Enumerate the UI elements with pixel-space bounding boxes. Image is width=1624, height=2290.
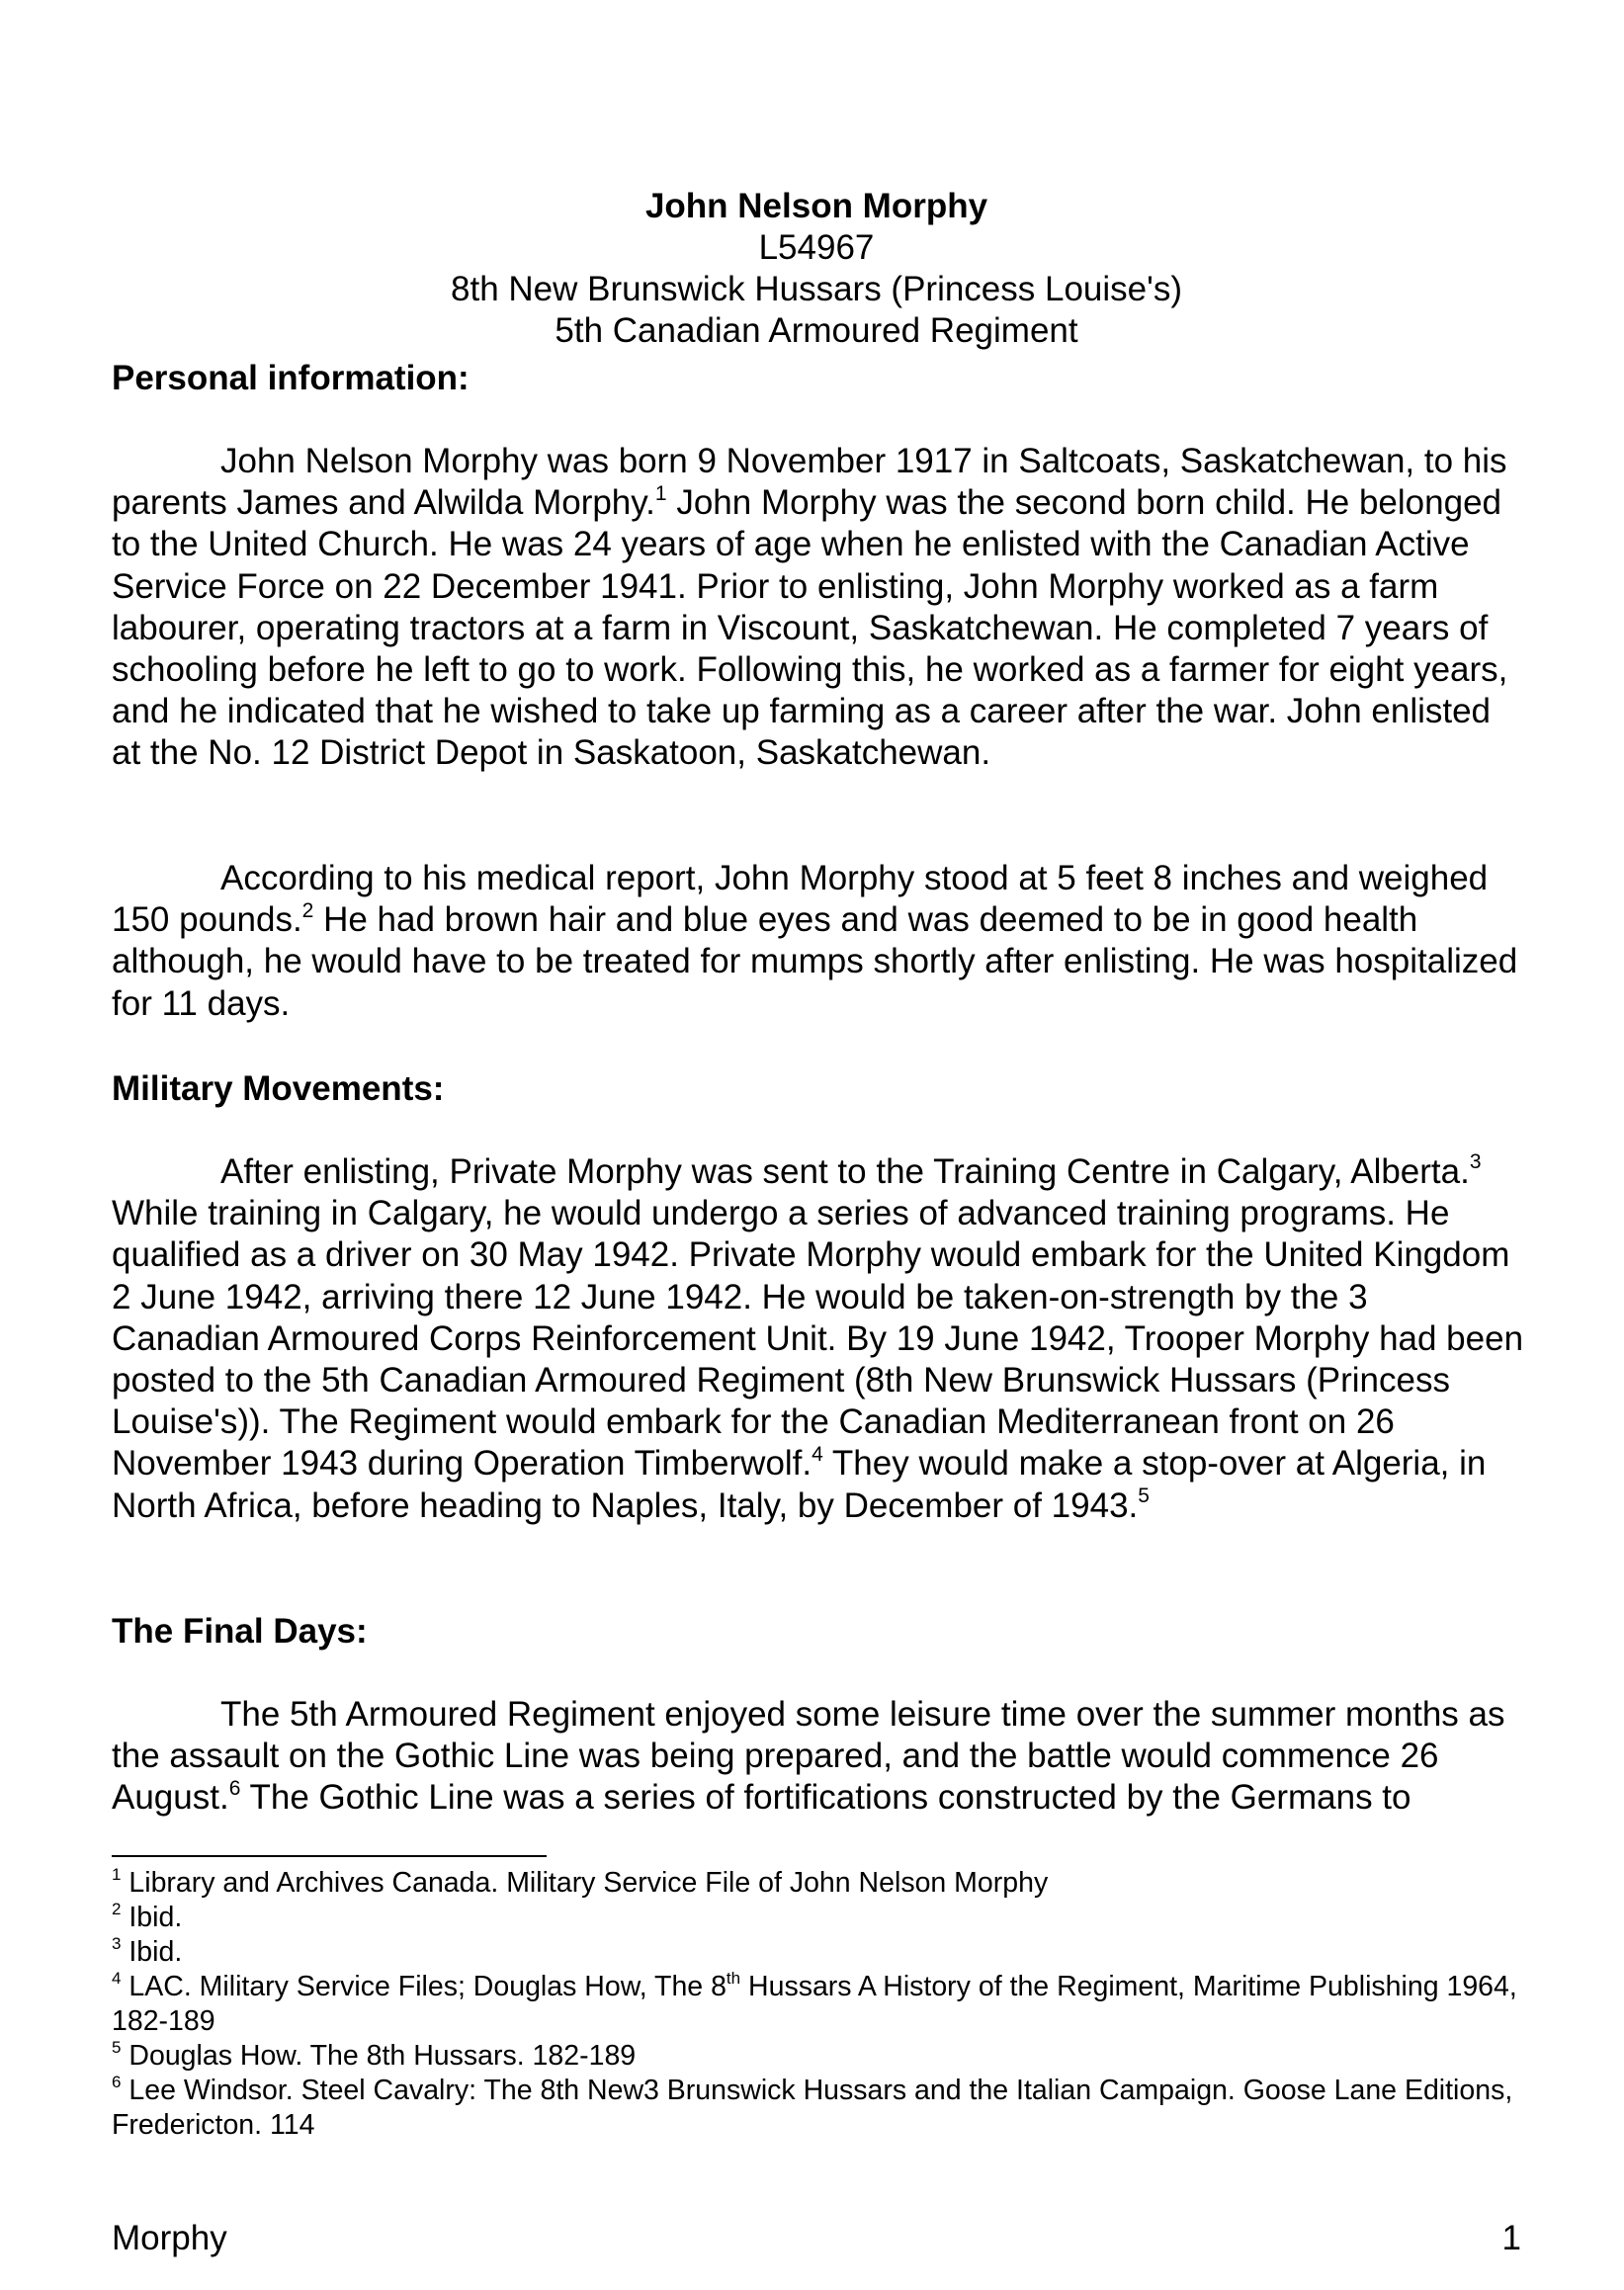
footnote-number: 1 [112, 1864, 122, 1884]
paragraph-text: He had brown hair and blue eyes and was deemed to be in good health although, he would have to be treated for mumps shortly after enlisting. He was hospitalized for 11 days. [112, 900, 1518, 1023]
footnote-ref[interactable]: 2 [301, 898, 314, 922]
unit-name: 8th New Brunswick Hussars (Princess Louise's) [451, 270, 1182, 308]
paragraph-text: The Gothic Line was a series of fortifications constructed by the Germans to [240, 1778, 1411, 1818]
footnote-4 [112, 1970, 1525, 2039]
paragraph-final-1 [112, 1694, 1525, 1820]
regiment-name: 5th Canadian Armoured Regiment [555, 311, 1078, 350]
footnote-text: Ibid. [128, 1902, 183, 1933]
soldier-name: John Nelson Morphy [644, 187, 988, 225]
paragraph-text: They would make a stop-over at Algeria, in North Africa, before heading to Naples, Italy, by December of 1943. [112, 1444, 1487, 1525]
page-footer [112, 2218, 1521, 2259]
paragraph-personal-2 [112, 858, 1525, 1025]
paragraph-text: The 5th Armoured Regiment enjoyed some leisure time over the summer months as the assault on the Gothic Line was being prepared, and the battle would commence 26 August. [112, 1695, 1505, 1818]
footer-surname: Morphy [112, 2219, 227, 2257]
footnote-number: 2 [112, 1899, 122, 1918]
footnote-text: Douglas How. The 8th Hussars. 182-189 [128, 2040, 637, 2072]
heading-personal-information: Personal information: [112, 359, 470, 397]
paragraph-text: John Nelson Morphy was born 9 November 1917 in Saltcoats, Saskatchewan, to his parents James and Alwilda Morphy. [112, 442, 1507, 523]
footnote-ref[interactable]: 6 [228, 1776, 241, 1800]
footnote-number: 5 [112, 2037, 122, 2057]
footnote-1 [112, 1866, 1525, 1901]
footnote-text: Hussars A History of the Regiment, Maritime Publishing 1964, 182-189 [112, 1971, 1517, 2037]
footnote-ref[interactable]: 4 [812, 1442, 823, 1466]
footnote-ref[interactable]: 5 [1138, 1484, 1150, 1507]
footnote-ref[interactable]: 1 [654, 481, 667, 505]
paragraph-text: John Morphy was the second born child. He belonged to the United Church. He was 24 years of age when he enlisted with the Canadian Active Service Force on 22 December 1941. Prior to enlisting, John Morphy worked as a farm labourer, operating tractors at a farm in Viscount, Saskatchewan. He completed 7 years of schooling before he left to go to work. Following this, he worked as a farmer for eight years, and he indicated that he wished to take up farming as a career after the war. John enlisted at the No. 12 District Depot in Saskatoon, Saskatchewan. [112, 483, 1508, 773]
footnote-text: Lee Windsor. Steel Cavalry: The 8th New3 Brunswick Hussars and the Italian Campaign. Goose Lane Editions, Fredericton. 114 [112, 2075, 1513, 2141]
footnote-3 [112, 1935, 1525, 1970]
footnote-number: 3 [112, 1933, 122, 1953]
footnote-5 [112, 2039, 1525, 2074]
footnote-number: 6 [112, 2072, 122, 2091]
paragraph-text: While training in Calgary, he would undergo a series of advanced training programs. He qualified as a driver on 30 May 1942. Private Morphy would embark for the United Kingdom 2 June 1942, arriving there 12 June 1942. He would be taken-on-strength by the 3 Canadian Armoured Corps Reinforcement Unit. By 19 June 1942, Trooper Morphy had been posted to the 5th Canadian Armoured Regiment (8th New Brunswick Hussars (Princess Louise's)). The Regiment would embark for the Canadian Mediterranean front on 26 November 1943 during Operation Timberwolf. [112, 1194, 1524, 1484]
document-header [112, 186, 1521, 352]
footnote-number: 4 [112, 1968, 122, 1988]
footnote-text: LAC. Military Service Files; Douglas How, The 8 [128, 1971, 727, 2002]
footnote-separator [112, 1855, 547, 1857]
footnote-ref[interactable]: 3 [1469, 1150, 1482, 1174]
footnotes [112, 1866, 1525, 2143]
paragraph-text: After enlisting, Private Morphy was sent to the Training Centre in Calgary, Alberta. [220, 1152, 1470, 1191]
paragraph-text: According to his medical report, John Morphy stood at 5 feet 8 inches and weighed 150 pounds. [112, 859, 1489, 940]
footnote-2 [112, 1901, 1525, 1935]
paragraph-military-1 [112, 1151, 1525, 1527]
page-number: 1 [1501, 2219, 1521, 2257]
heading-final-days: The Final Days: [112, 1612, 368, 1651]
footnote-text: Library and Archives Canada. Military Service File of John Nelson Morphy [128, 1867, 1049, 1899]
paragraph-personal-1 [112, 441, 1525, 775]
heading-military-movements: Military Movements: [112, 1069, 445, 1108]
service-number: L54967 [758, 228, 875, 267]
footnote-6 [112, 2074, 1525, 2143]
ordinal-suffix: th [726, 1968, 741, 1988]
footnote-text: Ibid. [128, 1936, 183, 1968]
